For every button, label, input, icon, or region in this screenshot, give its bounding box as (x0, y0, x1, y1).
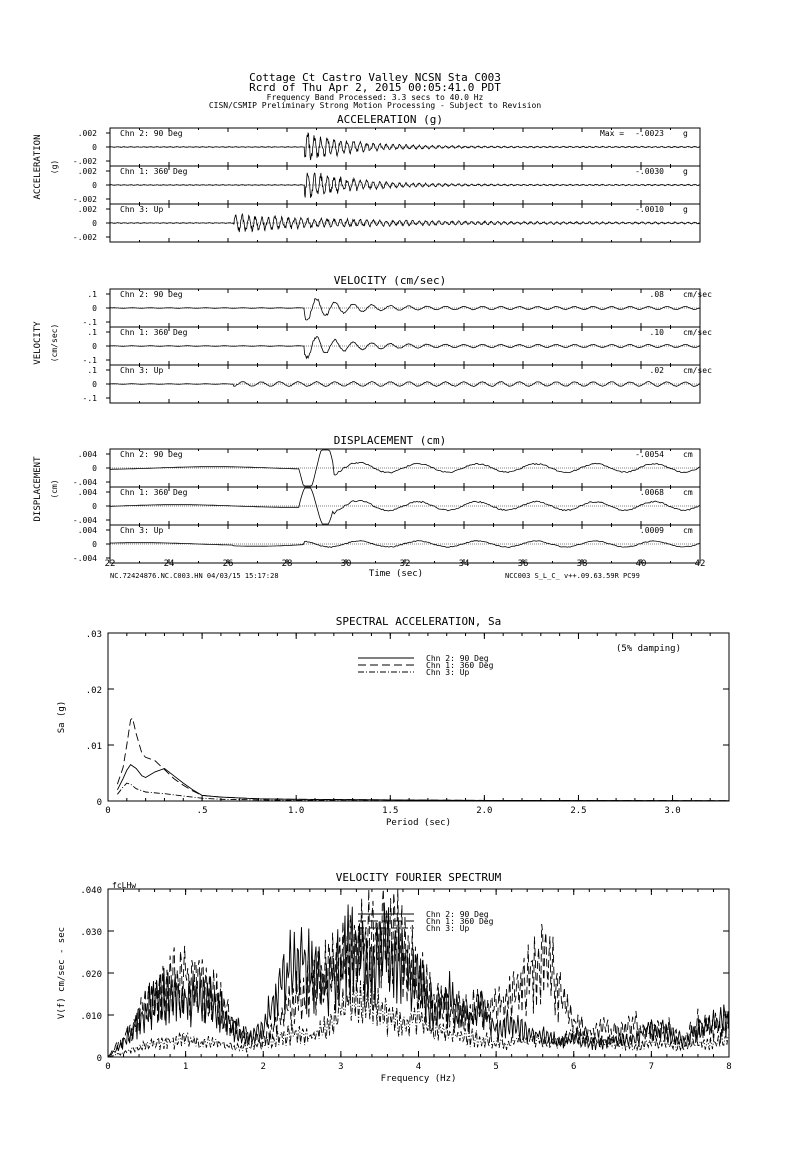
ytick-zero-acc-0: 0 (92, 143, 97, 152)
time-history-title-disp: DISPLACEMENT (cm) (333, 434, 447, 447)
ytick-neg-vel-1: -.1 (82, 356, 97, 365)
vfs-frame (108, 889, 729, 1057)
time-xlabel: Time (sec) (368, 569, 424, 579)
peak-unit-disp-1: cm (683, 488, 693, 497)
vfs-legend-label-2: Chn 3: Up (426, 924, 470, 933)
ytick-pos-acc-1: .002 (77, 167, 97, 176)
vfs-xtick-2: 2 (260, 1062, 266, 1072)
channel-label-vel-0: Chn 2: 90 Deg (120, 290, 183, 299)
vfs-xtick-5: 5 (493, 1062, 499, 1072)
vfs-ytick-4: .040 (80, 886, 102, 896)
vfs-xlabel: Frequency (Hz) (380, 1074, 457, 1084)
sa-title: SPECTRAL ACCELERATION, Sa (335, 615, 502, 628)
ytick-neg-acc-1: -.002 (72, 195, 97, 204)
peak-value-acc-0: -.0023 (635, 129, 664, 138)
ytick-neg-acc-0: -.002 (72, 157, 97, 166)
channel-label-vel-1: Chn 1: 360 Deg (120, 328, 188, 337)
peak-unit-vel-2: cm/sec (683, 366, 712, 375)
time-xtick-3: 28 (281, 559, 293, 569)
peak-value-disp-1: .0068 (639, 488, 664, 497)
ytick-neg-acc-2: -.002 (72, 233, 97, 242)
peak-unit-acc-0: g (683, 129, 688, 138)
peak-label-acc-0: Max = (600, 129, 625, 138)
sa-series-1 (117, 718, 729, 801)
time-xtick-4: 30 (340, 559, 352, 569)
channel-label-disp-2: Chn 3: Up (120, 526, 164, 535)
vfs-legend-label-0: Chn 2: 90 Deg (426, 910, 489, 919)
vfs-ytick-1: .010 (80, 1012, 102, 1022)
ytick-pos-vel-0: .1 (87, 290, 97, 299)
frequency-band: Frequency Band Processed: 3.3 secs to 40.0 Hz (266, 93, 484, 102)
footer-processing-id: NCC003 S_L_C_ v++.09.63.59R PC99 (505, 572, 640, 580)
ytick-zero-vel-0: 0 (92, 304, 97, 313)
sa-xtick-3: 1.5 (382, 806, 399, 816)
channel-label-disp-1: Chn 1: 360 Deg (120, 488, 188, 497)
channel-label-acc-2: Chn 3: Up (120, 205, 164, 214)
trace-vel-0 (110, 299, 700, 320)
time-xtick-10: 42 (694, 559, 706, 569)
peak-unit-acc-1: g (683, 167, 688, 176)
ytick-zero-vel-1: 0 (92, 342, 97, 351)
sa-ytick-3: .03 (85, 630, 102, 640)
peak-unit-acc-2: g (683, 205, 688, 214)
ytick-zero-disp-0: 0 (92, 464, 97, 473)
ytick-pos-disp-2: .004 (77, 526, 97, 535)
ytick-pos-vel-2: .1 (87, 366, 97, 375)
sa-ytick-1: .01 (85, 742, 102, 752)
channel-label-acc-0: Chn 2: 90 Deg (120, 129, 183, 138)
time-xtick-5: 32 (399, 559, 411, 569)
vfs-xtick-1: 1 (182, 1062, 189, 1072)
ytick-neg-vel-2: -.1 (82, 394, 97, 403)
time-xtick-2: 26 (222, 559, 234, 569)
ytick-pos-acc-2: .002 (77, 205, 97, 214)
ytick-neg-disp-0: -.004 (72, 478, 97, 487)
vfs-ytick-2: .020 (80, 970, 102, 980)
time-history-yunit-acc: (g) (50, 159, 59, 175)
sa-xlabel: Period (sec) (385, 818, 452, 828)
time-xtick-0: 22 (104, 559, 116, 569)
peak-unit-vel-0: cm/sec (683, 290, 712, 299)
vfs-xtick-0: 0 (105, 1062, 111, 1072)
vfs-ylabel: V(f) cm/sec - sec (57, 926, 67, 1020)
sa-xtick-4: 2.0 (476, 806, 493, 816)
time-xtick-1: 24 (163, 559, 175, 569)
ytick-zero-vel-2: 0 (92, 380, 97, 389)
ytick-zero-disp-1: 0 (92, 502, 97, 511)
ytick-pos-disp-1: .004 (77, 488, 97, 497)
peak-value-vel-1: .10 (649, 328, 664, 337)
footer-record-id: NC.72424876.NC.C003.HN 04/03/15 15:17:28 (110, 572, 279, 580)
vfs-xtick-6: 6 (571, 1062, 577, 1072)
time-history-yunit-vel: (cm/sec) (50, 323, 59, 363)
peak-value-acc-2: -.0010 (635, 205, 664, 214)
vfs-ytick-3: .030 (80, 928, 102, 938)
time-xtick-8: 38 (576, 559, 588, 569)
sa-series-0 (117, 765, 729, 801)
vfs-corner-label: fcLHw (112, 881, 137, 890)
ytick-pos-acc-0: .002 (77, 129, 97, 138)
station-title: Cottage Ct Castro Valley NCSN Sta C003 (249, 71, 501, 84)
sa-ytick-0: 0 (96, 798, 102, 808)
sa-xtick-1: .5 (196, 806, 208, 816)
time-xtick-7: 36 (517, 559, 529, 569)
ytick-zero-disp-2: 0 (92, 540, 97, 549)
sa-xtick-6: 3.0 (664, 806, 681, 816)
peak-unit-disp-0: cm (683, 450, 693, 459)
sa-ylabel: Sa (g) (57, 700, 67, 734)
time-history-ylabel-disp: DISPLACEMENT (33, 456, 43, 522)
peak-value-disp-2: .0009 (639, 526, 664, 535)
time-xtick-9: 40 (635, 559, 647, 569)
channel-label-vel-2: Chn 3: Up (120, 366, 164, 375)
vfs-series-1 (108, 889, 729, 1057)
ytick-neg-disp-2: -.004 (72, 554, 97, 563)
peak-value-vel-0: .08 (649, 290, 664, 299)
ytick-pos-vel-1: .1 (87, 328, 97, 337)
vfs-xtick-7: 7 (648, 1062, 655, 1072)
peak-value-vel-2: .02 (649, 366, 664, 375)
time-history-ylabel-vel: VELOCITY (33, 321, 43, 365)
ytick-neg-disp-1: -.004 (72, 516, 97, 525)
vfs-xtick-3: 3 (338, 1062, 344, 1072)
time-history-title-acc: ACCELERATION (g) (337, 113, 443, 126)
trace-acc-1 (110, 173, 700, 198)
ytick-zero-acc-1: 0 (92, 181, 97, 190)
vfs-ytick-0: 0 (96, 1054, 102, 1064)
sa-xtick-0: 0 (105, 806, 111, 816)
sa-annotation: (5% damping) (615, 644, 681, 654)
time-history-title-vel: VELOCITY (cm/sec) (333, 274, 447, 287)
vfs-legend-label-1: Chn 1: 360 Deg (426, 917, 494, 926)
sa-xtick-5: 2.5 (570, 806, 587, 816)
channel-label-disp-0: Chn 2: 90 Deg (120, 450, 183, 459)
vfs-xtick-8: 8 (726, 1062, 732, 1072)
sa-xtick-2: 1.0 (288, 806, 305, 816)
ytick-neg-vel-0: -.1 (82, 318, 97, 327)
time-history-ylabel-acc: ACCELERATION (33, 134, 43, 200)
time-xtick-6: 34 (458, 559, 470, 569)
sa-frame (108, 633, 729, 801)
trace-vel-1 (110, 337, 700, 359)
sa-ytick-2: .02 (85, 686, 102, 696)
peak-unit-vel-1: cm/sec (683, 328, 712, 337)
peak-unit-disp-2: cm (683, 526, 693, 535)
ytick-zero-acc-2: 0 (92, 219, 97, 228)
record-time: Rcrd of Thu Apr 2, 2015 00:05:41.0 PDT (249, 81, 501, 94)
peak-value-acc-1: -.0030 (635, 167, 664, 176)
sa-legend-label-1: Chn 1: 360 Deg (426, 661, 494, 670)
ytick-pos-disp-0: .004 (77, 450, 97, 459)
sa-legend-label-0: Chn 2: 90 Deg (426, 654, 489, 663)
time-history-yunit-disp: (cm) (50, 479, 59, 499)
sa-series-2 (117, 783, 729, 801)
processing-note: CISN/CSMIP Preliminary Strong Motion Processing - Subject to Revision (208, 101, 542, 110)
channel-label-acc-1: Chn 1: 360 Deg (120, 167, 188, 176)
vfs-xtick-4: 4 (415, 1062, 422, 1072)
vfs-title: VELOCITY FOURIER SPECTRUM (335, 871, 502, 884)
sa-legend-label-2: Chn 3: Up (426, 668, 470, 677)
peak-value-disp-0: -.0054 (635, 450, 664, 459)
